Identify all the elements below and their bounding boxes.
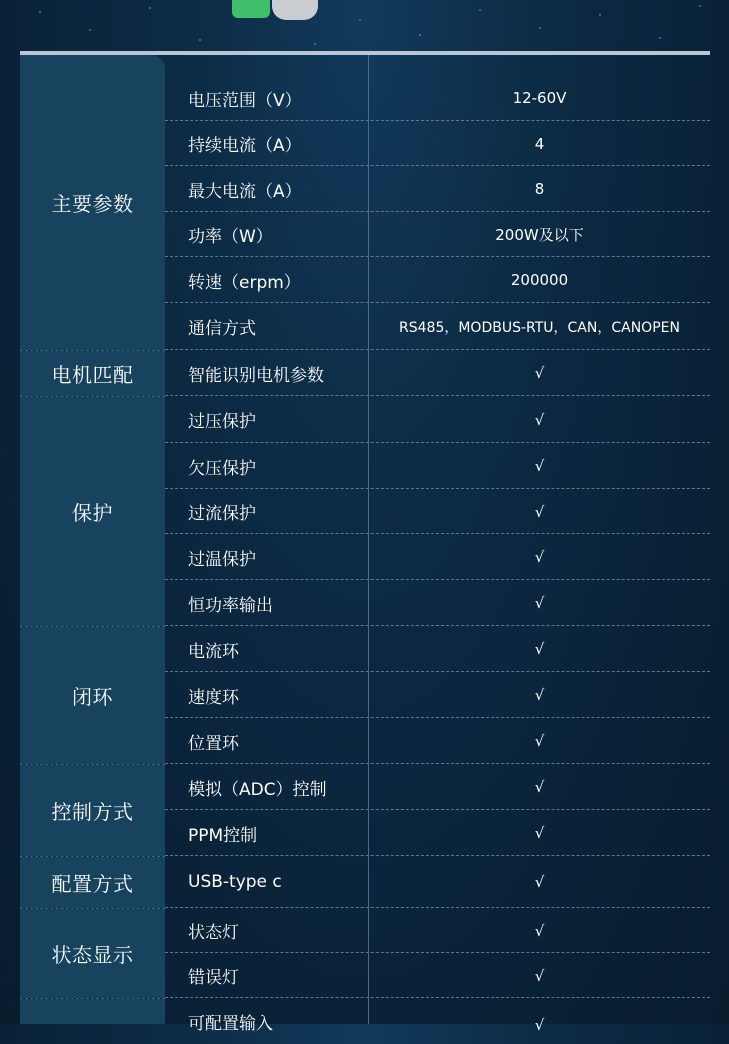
spec-name: 持续电流（A）: [188, 136, 302, 156]
table-row: [165, 350, 710, 396]
table-row: [165, 489, 710, 534]
category-config-mode: 配置方式: [20, 857, 165, 908]
spec-name: 位置环: [188, 733, 239, 754]
table-row: [165, 303, 710, 350]
table-row: [165, 534, 710, 580]
category-control-mode: 控制方式: [20, 765, 165, 856]
spec-value: 4: [534, 134, 545, 153]
table-row: [165, 998, 710, 1044]
category-main-params: 主要参数: [20, 55, 165, 350]
spec-value: 12-60V: [512, 89, 567, 107]
check-mark: √: [534, 364, 545, 382]
table-row: [165, 764, 710, 810]
check-mark: √: [534, 502, 545, 521]
spec-name: 过流保护: [188, 504, 256, 524]
table-row: [165, 953, 710, 998]
category-motor-matching: 电机匹配: [20, 351, 165, 396]
check-mark: √: [534, 824, 545, 842]
spec-name: 恒功率输出: [188, 595, 273, 616]
check-mark: √: [534, 640, 545, 658]
table-row: [165, 166, 710, 212]
check-mark: √: [534, 778, 545, 796]
spec-name: 可配置输入: [188, 1014, 273, 1034]
spec-name: 状态灯: [188, 923, 239, 943]
table-row: [165, 718, 710, 764]
check-mark: √: [534, 732, 545, 750]
spec-name: 最大电流（A）: [188, 181, 302, 202]
check-mark: √: [534, 457, 545, 475]
spec-value: 8: [534, 180, 545, 198]
category-protection: 保护: [20, 397, 165, 626]
spec-name: USB-type c: [188, 872, 282, 892]
spec-name: 速度环: [188, 687, 239, 708]
spec-name: 电压范围（V）: [188, 90, 302, 111]
spec-name: 过压保护: [188, 412, 256, 432]
spec-name: 电流环: [188, 641, 239, 662]
table-row: [165, 810, 710, 856]
spec-name: PPM控制: [188, 825, 258, 846]
check-mark: √: [534, 594, 545, 612]
check-mark: √: [534, 1016, 545, 1034]
table-row: [165, 212, 710, 257]
spec-name: 智能识别电机参数: [188, 365, 324, 386]
device-housing: [272, 0, 318, 20]
table-row: [165, 672, 710, 718]
spec-value: 200W及以下: [495, 226, 584, 244]
spec-name: 错误灯: [188, 968, 239, 988]
table-row: [165, 257, 710, 303]
table-row: [165, 626, 710, 672]
spec-name: 模拟（ADC）控制: [188, 779, 327, 800]
spec-name: 通信方式: [188, 319, 256, 339]
spec-name: 转速（erpm）: [188, 272, 301, 293]
table-row: [165, 908, 710, 953]
table-row: [165, 121, 710, 166]
table-row: [165, 580, 710, 626]
table-row: [165, 443, 710, 489]
product-image-partial: [232, 0, 322, 20]
spec-value: 200000: [510, 271, 569, 289]
spec-table: [20, 55, 710, 1034]
check-mark: √: [534, 873, 545, 891]
check-mark: √: [534, 921, 545, 940]
table-row: [165, 75, 710, 121]
check-mark: √: [534, 966, 545, 985]
category-closed-loop: 闭环: [20, 627, 165, 764]
check-mark: √: [534, 548, 545, 566]
category-status-display: 状态显示: [20, 909, 165, 998]
check-mark: √: [534, 410, 545, 429]
category-io: [20, 999, 165, 1024]
green-terminal-connector: [232, 0, 270, 18]
spec-name: 过温保护: [188, 549, 256, 570]
table-row: [165, 396, 710, 443]
spec-value: RS485，MODBUS-RTU，CAN，CANOPEN: [399, 319, 680, 336]
check-mark: √: [534, 686, 545, 704]
spec-name: 欠压保护: [188, 458, 256, 479]
spec-name: 功率（W）: [188, 227, 273, 247]
table-row: [165, 856, 710, 908]
